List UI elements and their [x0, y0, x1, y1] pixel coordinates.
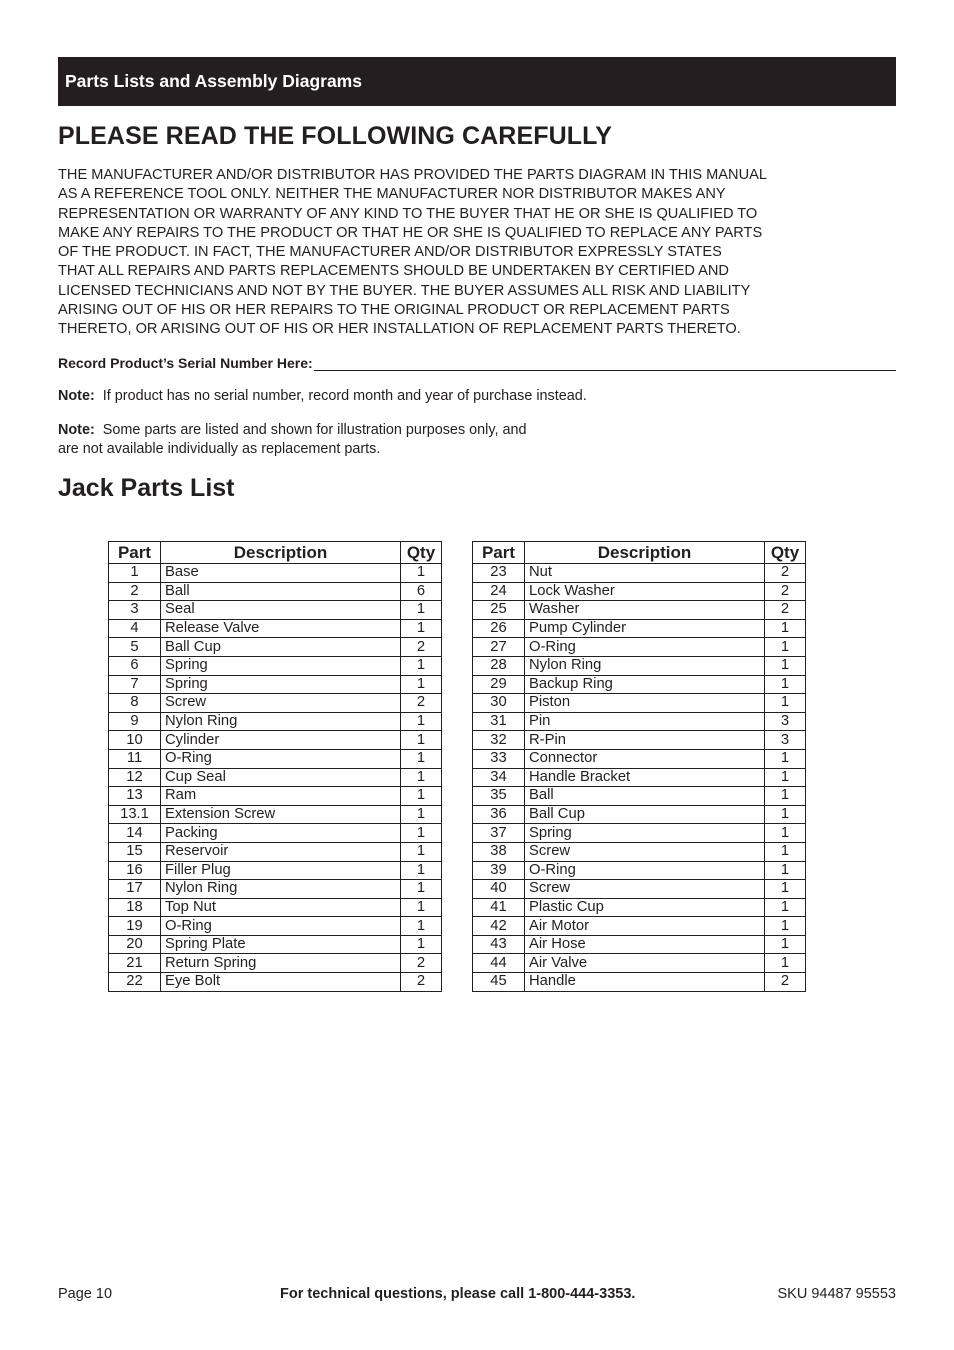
quantity-cell: 1	[765, 861, 806, 880]
description-cell: Air Motor	[525, 917, 765, 936]
quantity-cell: 1	[401, 564, 442, 583]
table-row	[473, 861, 806, 880]
table-row	[109, 824, 442, 843]
description-cell: Nylon Ring	[161, 712, 401, 731]
table-row	[109, 749, 442, 768]
quantity-cell: 2	[401, 638, 442, 657]
table-row	[109, 954, 442, 973]
part-number-cell: 8	[109, 694, 161, 713]
table-row	[109, 768, 442, 787]
part-number-cell: 19	[109, 917, 161, 936]
description-cell: O-Ring	[161, 749, 401, 768]
part-number-cell: 43	[473, 935, 525, 954]
part-number-cell: 35	[473, 787, 525, 806]
section-header-title: Parts Lists and Assembly Diagrams	[65, 71, 362, 91]
table-row	[473, 842, 806, 861]
quantity-cell: 1	[401, 731, 442, 750]
quantity-cell: 1	[401, 619, 442, 638]
quantity-cell: 1	[401, 935, 442, 954]
table-row	[473, 935, 806, 954]
quantity-cell: 1	[765, 824, 806, 843]
part-number-cell: 13	[109, 787, 161, 806]
table-row	[473, 787, 806, 806]
table-row	[473, 656, 806, 675]
table-row	[473, 731, 806, 750]
part-number-cell: 9	[109, 712, 161, 731]
note-label: Note:	[58, 422, 95, 438]
table-row	[109, 787, 442, 806]
quantity-cell: 1	[401, 787, 442, 806]
part-number-cell: 11	[109, 749, 161, 768]
description-cell: Spring Plate	[161, 935, 401, 954]
description-cell: Nylon Ring	[525, 656, 765, 675]
description-cell: Top Nut	[161, 898, 401, 917]
table-row	[473, 619, 806, 638]
description-cell: Screw	[525, 842, 765, 861]
table-row	[109, 675, 442, 694]
quantity-cell: 1	[765, 749, 806, 768]
table-row	[473, 638, 806, 657]
serial-number-write-line	[314, 354, 896, 371]
part-number-cell: 7	[109, 675, 161, 694]
part-number-cell: 13.1	[109, 805, 161, 824]
footer-page-number: Page 10	[58, 1286, 113, 1302]
part-number-cell: 10	[109, 731, 161, 750]
table-row	[473, 564, 806, 583]
description-cell: R-Pin	[525, 731, 765, 750]
note-label: Note:	[58, 388, 95, 404]
quantity-cell: 1	[765, 638, 806, 657]
part-number-cell: 6	[109, 656, 161, 675]
quantity-cell: 1	[401, 601, 442, 620]
table-row	[109, 564, 442, 583]
part-number-cell: 22	[109, 973, 161, 992]
part-number-cell: 2	[109, 582, 161, 601]
serial-number-record	[58, 354, 896, 371]
column-header-description: Description	[525, 542, 765, 564]
quantity-cell: 1	[401, 749, 442, 768]
description-cell: Reservoir	[161, 842, 401, 861]
warning-line: REPRESENTATION OR WARRANTY OF ANY KIND TO THE BUYER THAT HE OR SHE IS QUALIFIED TO	[58, 205, 758, 222]
table-row	[109, 656, 442, 675]
part-number-cell: 21	[109, 954, 161, 973]
part-number-cell: 4	[109, 619, 161, 638]
column-header-part: Part	[109, 542, 161, 564]
quantity-cell: 1	[401, 917, 442, 936]
description-cell: Extension Screw	[161, 805, 401, 824]
description-cell: Ball Cup	[525, 805, 765, 824]
description-cell: Cylinder	[161, 731, 401, 750]
table-row	[473, 973, 806, 992]
quantity-cell: 1	[765, 619, 806, 638]
part-number-cell: 18	[109, 898, 161, 917]
table-row	[109, 805, 442, 824]
quantity-cell: 1	[765, 917, 806, 936]
table-row	[473, 749, 806, 768]
section-header-bar	[58, 57, 896, 106]
table-row	[109, 619, 442, 638]
warning-line: MAKE ANY REPAIRS TO THE PRODUCT OR THAT HE OR SHE IS QUALIFIED TO REPLACE ANY PARTS	[58, 224, 763, 241]
quantity-cell: 1	[401, 861, 442, 880]
table-row	[109, 601, 442, 620]
note-illustration-only	[58, 421, 526, 459]
part-number-cell: 37	[473, 824, 525, 843]
part-number-cell: 25	[473, 601, 525, 620]
quantity-cell: 2	[401, 694, 442, 713]
description-cell: Backup Ring	[525, 675, 765, 694]
description-cell: Pin	[525, 712, 765, 731]
description-cell: O-Ring	[525, 861, 765, 880]
description-cell: Connector	[525, 749, 765, 768]
description-cell: Handle	[525, 973, 765, 992]
table-row	[473, 898, 806, 917]
quantity-cell: 1	[765, 787, 806, 806]
table-row	[109, 731, 442, 750]
part-number-cell: 5	[109, 638, 161, 657]
description-cell: Air Valve	[525, 954, 765, 973]
quantity-cell: 2	[765, 601, 806, 620]
table-row	[109, 880, 442, 899]
description-cell: Ball	[525, 787, 765, 806]
table-row	[473, 805, 806, 824]
description-cell: Air Hose	[525, 935, 765, 954]
part-number-cell: 40	[473, 880, 525, 899]
table-row	[109, 973, 442, 992]
warning-line: AS A REFERENCE TOOL ONLY. NEITHER THE MANUFACTURER NOR DISTRIBUTOR MAKES ANY	[58, 186, 726, 203]
description-cell: Piston	[525, 694, 765, 713]
part-number-cell: 39	[473, 861, 525, 880]
warning-line: ARISING OUT OF HIS OR HER REPAIRS TO THE ORIGINAL PRODUCT OR REPLACEMENT PARTS	[58, 302, 730, 319]
table-row	[473, 601, 806, 620]
part-number-cell: 27	[473, 638, 525, 657]
quantity-cell: 2	[765, 582, 806, 601]
serial-number-label: Record Product’s Serial Number Here:	[58, 355, 313, 371]
table-row	[473, 694, 806, 713]
part-number-cell: 20	[109, 935, 161, 954]
description-cell: Ball	[161, 582, 401, 601]
description-cell: Filler Plug	[161, 861, 401, 880]
quantity-cell: 1	[765, 954, 806, 973]
part-number-cell: 17	[109, 880, 161, 899]
table-row	[473, 582, 806, 601]
description-cell: Seal	[161, 601, 401, 620]
table-row	[109, 694, 442, 713]
note-text: are not available individually as replacement parts.	[58, 441, 381, 457]
part-number-cell: 36	[473, 805, 525, 824]
description-cell: Lock Washer	[525, 582, 765, 601]
table-row	[109, 917, 442, 936]
description-cell: Ball Cup	[161, 638, 401, 657]
part-number-cell: 14	[109, 824, 161, 843]
part-number-cell: 44	[473, 954, 525, 973]
description-cell: Plastic Cup	[525, 898, 765, 917]
description-cell: Spring	[161, 656, 401, 675]
warning-line: OF THE PRODUCT. IN FACT, THE MANUFACTURER AND/OR DISTRIBUTOR EXPRESSLY STATES	[58, 244, 722, 261]
table-row	[473, 768, 806, 787]
quantity-cell: 1	[765, 805, 806, 824]
description-cell: O-Ring	[525, 638, 765, 657]
part-number-cell: 28	[473, 656, 525, 675]
part-number-cell: 45	[473, 973, 525, 992]
description-cell: Screw	[525, 880, 765, 899]
description-cell: Washer	[525, 601, 765, 620]
quantity-cell: 1	[765, 675, 806, 694]
quantity-cell: 1	[401, 824, 442, 843]
quantity-cell: 2	[401, 954, 442, 973]
quantity-cell: 1	[765, 935, 806, 954]
quantity-cell: 1	[401, 842, 442, 861]
part-number-cell: 23	[473, 564, 525, 583]
table-row	[473, 917, 806, 936]
parts-list-heading: Jack Parts List	[58, 474, 235, 502]
quantity-cell: 1	[765, 898, 806, 917]
warning-paragraph	[58, 166, 858, 340]
note-text: If product has no serial number, record month and year of purchase instead.	[102, 388, 587, 404]
description-cell: Eye Bolt	[161, 973, 401, 992]
description-cell: Handle Bracket	[525, 768, 765, 787]
quantity-cell: 3	[765, 731, 806, 750]
table-header-row	[109, 542, 442, 564]
part-number-cell: 42	[473, 917, 525, 936]
warning-heading: PLEASE READ THE FOLLOWING CAREFULLY	[58, 122, 612, 150]
description-cell: O-Ring	[161, 917, 401, 936]
note-no-serial	[58, 387, 587, 406]
description-cell: Nylon Ring	[161, 880, 401, 899]
part-number-cell: 29	[473, 675, 525, 694]
column-header-description: Description	[161, 542, 401, 564]
table-row	[109, 638, 442, 657]
part-number-cell: 34	[473, 768, 525, 787]
part-number-cell: 1	[109, 564, 161, 583]
part-number-cell: 38	[473, 842, 525, 861]
quantity-cell: 3	[765, 712, 806, 731]
description-cell: Base	[161, 564, 401, 583]
description-cell: Nut	[525, 564, 765, 583]
description-cell: Spring	[161, 675, 401, 694]
quantity-cell: 1	[765, 880, 806, 899]
quantity-cell: 1	[401, 656, 442, 675]
parts-table-right	[472, 541, 806, 992]
quantity-cell: 1	[765, 694, 806, 713]
table-row	[473, 824, 806, 843]
warning-line: THE MANUFACTURER AND/OR DISTRIBUTOR HAS PROVIDED THE PARTS DIAGRAM IN THIS MANUAL	[58, 167, 767, 183]
description-cell: Return Spring	[161, 954, 401, 973]
description-cell: Ram	[161, 787, 401, 806]
quantity-cell: 1	[401, 898, 442, 917]
column-header-qty: Qty	[765, 542, 806, 564]
quantity-cell: 1	[401, 768, 442, 787]
part-number-cell: 15	[109, 842, 161, 861]
column-header-part: Part	[473, 542, 525, 564]
description-cell: Packing	[161, 824, 401, 843]
description-cell: Pump Cylinder	[525, 619, 765, 638]
footer-sku: SKU 94487 95553	[777, 1286, 896, 1302]
quantity-cell: 2	[765, 973, 806, 992]
part-number-cell: 32	[473, 731, 525, 750]
parts-table-left	[108, 541, 442, 992]
table-row	[109, 898, 442, 917]
quantity-cell: 2	[401, 973, 442, 992]
quantity-cell: 1	[765, 842, 806, 861]
part-number-cell: 16	[109, 861, 161, 880]
quantity-cell: 1	[765, 768, 806, 787]
part-number-cell: 3	[109, 601, 161, 620]
quantity-cell: 1	[401, 712, 442, 731]
table-row	[473, 880, 806, 899]
description-cell: Spring	[525, 824, 765, 843]
table-row	[109, 861, 442, 880]
warning-line: LICENSED TECHNICIANS AND NOT BY THE BUYER. THE BUYER ASSUMES ALL RISK AND LIABILITY	[58, 282, 751, 299]
quantity-cell: 6	[401, 582, 442, 601]
note-text: Some parts are listed and shown for illustration purposes only, and	[102, 422, 527, 438]
quantity-cell: 1	[401, 805, 442, 824]
part-number-cell: 33	[473, 749, 525, 768]
column-header-qty: Qty	[401, 542, 442, 564]
part-number-cell: 24	[473, 582, 525, 601]
quantity-cell: 1	[765, 656, 806, 675]
footer-contact: For technical questions, please call 1-800-444-3353.	[280, 1286, 636, 1302]
description-cell: Release Valve	[161, 619, 401, 638]
table-row	[109, 842, 442, 861]
table-header-row	[473, 542, 806, 564]
part-number-cell: 26	[473, 619, 525, 638]
warning-line: THERETO, OR ARISING OUT OF HIS OR HER INSTALLATION OF REPLACEMENT PARTS THERETO.	[58, 321, 741, 338]
table-row	[473, 712, 806, 731]
part-number-cell: 31	[473, 712, 525, 731]
warning-line: THAT ALL REPAIRS AND PARTS REPLACEMENTS SHOULD BE UNDERTAKEN BY CERTIFIED AND	[58, 263, 729, 280]
quantity-cell: 1	[401, 880, 442, 899]
table-row	[473, 675, 806, 694]
table-row	[109, 935, 442, 954]
part-number-cell: 41	[473, 898, 525, 917]
table-row	[109, 712, 442, 731]
quantity-cell: 2	[765, 564, 806, 583]
description-cell: Cup Seal	[161, 768, 401, 787]
part-number-cell: 12	[109, 768, 161, 787]
part-number-cell: 30	[473, 694, 525, 713]
table-row	[109, 582, 442, 601]
description-cell: Screw	[161, 694, 401, 713]
quantity-cell: 1	[401, 675, 442, 694]
table-row	[473, 954, 806, 973]
